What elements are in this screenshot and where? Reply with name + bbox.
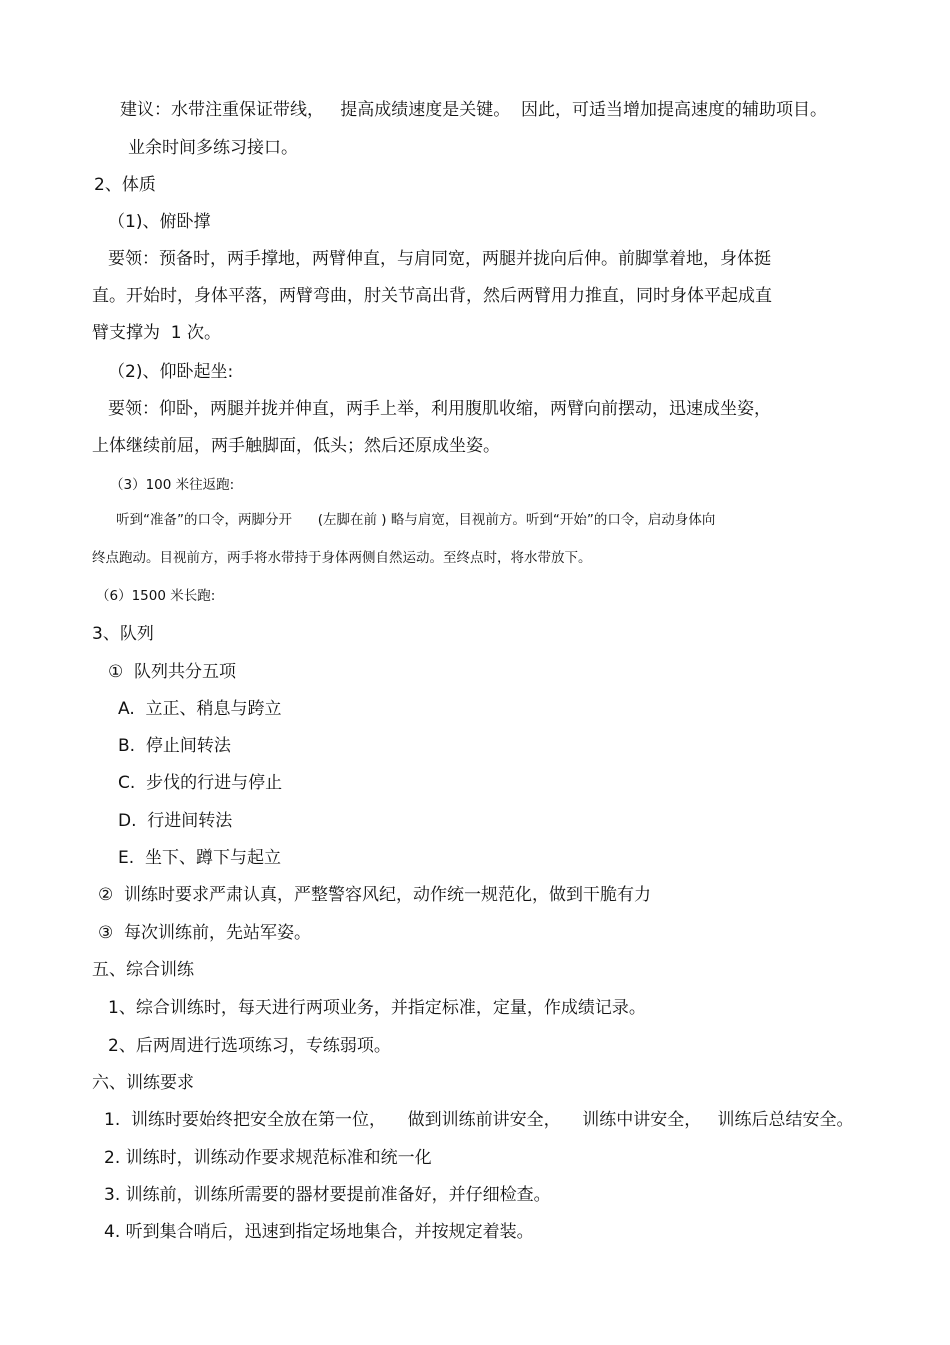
requirement-3: 3. 训练前，训练所需要的器材要提前准备好，并仔细检查。 [104,1185,551,1205]
drill-item-a: A. 立正、稍息与跨立 [118,699,282,719]
requirement-1: 1. 训练时要始终把安全放在第一位， 做到训练前讲安全， 训练中讲安全， 训练后总结安全。 [104,1110,854,1130]
drill-item-d: D. 行进间转法 [118,811,233,831]
drill-item-c: C. 步伐的行进与停止 [118,773,283,793]
situp-essentials-line1: 要领：仰卧，两腿并拢并伸直，两手上举，利用腹肌收缩，两臂向前摆动，迅速成坐姿， [108,399,771,419]
drill-item-b: B. 停止间转法 [118,736,231,756]
pushup-essentials-line1: 要领：预备时，两手撑地，两臂伸直，与肩同宽，两腿并拢向后伸。前脚掌着地，身体挺 [108,249,771,269]
suggestion-text-cont: 业余时间多练习接口。 [128,138,298,158]
subheading-pushups: （1)、俯卧撑 [108,212,211,232]
drill-item-3: ③ 每次训练前，先站军姿。 [98,923,312,943]
shuttle-run-line1: 听到“准备”的口令，两脚分开 (左脚在前 ) 略与肩宽，目视前方。听到“开始”的口令，启动身体向 [116,512,716,528]
pushup-essentials-line3: 臂支撑为 1 次。 [92,323,222,343]
requirement-2: 2. 训练时，训练动作要求规范标准和统一化 [104,1148,432,1168]
subheading-situps: （2)、仰卧起坐: [108,362,234,382]
drill-item-e: E. 坐下、蹲下与起立 [118,848,281,868]
comprehensive-item-2: 2、后两周进行选项练习，专练弱项。 [108,1036,391,1056]
pushup-essentials-line2: 直。开始时，身体平落，两臂弯曲，肘关节高出背，然后两臂用力推直，同时身体平起成直 [92,286,772,306]
subheading-100m-shuttle: （3）100 米往返跑: [110,477,235,493]
subheading-1500m: （6）1500 米长跑: [96,588,216,604]
section-heading-fitness: 2、体质 [94,175,156,195]
section-heading-requirements: 六、训练要求 [92,1073,194,1093]
situp-essentials-line2: 上体继续前屈，两手触脚面，低头；然后还原成坐姿。 [92,436,500,456]
section-heading-drill: 3、队列 [92,624,154,644]
suggestion-text: 建议：水带注重保证带线， 提高成绩速度是关键。 因此，可适当增加提高速度的辅助项目。 [120,100,828,120]
section-heading-comprehensive: 五、综合训练 [92,960,194,980]
drill-item-1: ① 队列共分五项 [108,662,237,682]
requirement-4: 4. 听到集合哨后，迅速到指定场地集合，并按规定着装。 [104,1222,534,1242]
shuttle-run-line2: 终点跑动。目视前方，两手将水带持于身体两侧自然运动。至终点时，将水带放下。 [92,550,592,566]
comprehensive-item-1: 1、综合训练时，每天进行两项业务，并指定标准，定量，作成绩记录。 [108,998,646,1018]
drill-item-2: ② 训练时要求严肃认真，严整警容风纪，动作统一规范化，做到干脆有力 [98,885,652,905]
